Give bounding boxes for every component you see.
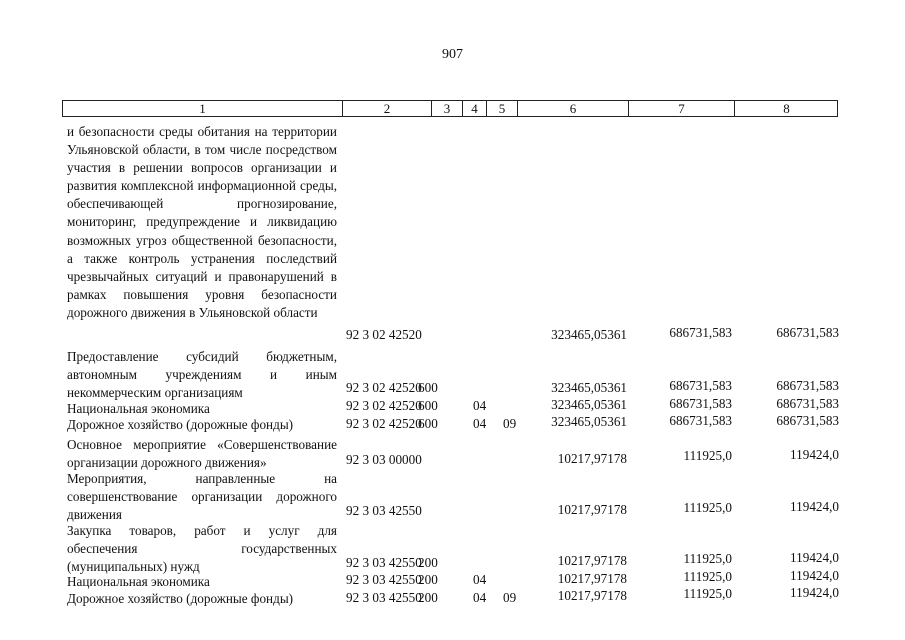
- row-description: Мероприятия, направленные на совершенствование организации дорожного движения: [67, 471, 337, 523]
- row-col-3: 600: [418, 398, 438, 413]
- row-value-7: 111925,0: [683, 586, 732, 601]
- row-value-8: 119424,0: [790, 447, 839, 462]
- row-value-6: 323465,05361: [551, 397, 627, 412]
- row-value-8: 119424,0: [790, 550, 839, 565]
- row-col-4: 04: [473, 416, 487, 431]
- header-col-4: 4: [462, 100, 486, 117]
- page-number: 907: [442, 47, 463, 62]
- row-description: и безопасности среды обитания на территории Ульяновской области, в том числе посредством участия в решении вопросов организации и развития комплексной информационной среды, обеспечивающей прогнозирование, мониторинг, предупреждение и ликвидацию возможных угроз общественной безопасности, а также контроль устранения последствий чрезвычайных ситуаций и правонарушений в рамках повышения уровня безопасности дорожного движения в Ульяновской области: [67, 124, 337, 320]
- row-value-7: 111925,0: [683, 551, 732, 566]
- row-value-7: 686731,583: [669, 413, 732, 428]
- row-value-6: 10217,97178: [557, 451, 627, 466]
- header-col-7: 7: [628, 100, 734, 117]
- row-col-5: 09: [503, 590, 517, 605]
- row-col-3: 600: [418, 416, 438, 431]
- row-value-6: 10217,97178: [557, 571, 627, 586]
- row-code: 92 3 03 42550: [346, 555, 422, 570]
- row-description: Дорожное хозяйство (дорожные фонды): [67, 591, 294, 606]
- row-col-5: 09: [503, 416, 517, 431]
- row-code: 92 3 02 42520: [346, 398, 422, 413]
- row-value-6: 323465,05361: [551, 327, 627, 342]
- row-code: 92 3 02 42520: [346, 380, 422, 395]
- row-value-8: 686731,583: [776, 396, 839, 411]
- row-code: 92 3 03 42550: [346, 572, 422, 587]
- row-description: Дорожное хозяйство (дорожные фонды): [67, 417, 294, 432]
- header-col-8: 8: [734, 100, 838, 117]
- row-col-3: 600: [418, 380, 438, 395]
- header-col-6: 6: [517, 100, 628, 117]
- row-value-8: 686731,583: [776, 413, 839, 428]
- row-value-6: 10217,97178: [557, 502, 627, 517]
- row-col-3: 200: [418, 572, 438, 587]
- row-value-8: 686731,583: [776, 325, 839, 340]
- row-value-7: 111925,0: [683, 500, 732, 515]
- header-col-1: 1: [199, 101, 206, 116]
- header-col-2: 2: [342, 100, 431, 117]
- row-code: 92 3 03 00000: [346, 452, 422, 467]
- row-col-4: 04: [473, 590, 487, 605]
- row-description: Национальная экономика: [67, 401, 210, 416]
- header-col-3: 3: [431, 100, 462, 117]
- row-value-7: 686731,583: [669, 325, 732, 340]
- header-col-5: 5: [486, 100, 517, 117]
- row-col-4: 04: [473, 572, 487, 587]
- row-value-7: 686731,583: [669, 396, 732, 411]
- row-value-8: 119424,0: [790, 568, 839, 583]
- row-value-6: 10217,97178: [557, 588, 627, 603]
- row-col-3: 200: [418, 590, 438, 605]
- row-col-3: 200: [418, 555, 438, 570]
- row-value-8: 119424,0: [790, 499, 839, 514]
- row-value-6: 323465,05361: [551, 414, 627, 429]
- row-description: Основное мероприятие «Совершенствование организации дорожного движения»: [67, 437, 337, 471]
- row-value-6: 323465,05361: [551, 380, 627, 395]
- row-code: 92 3 03 42550: [346, 590, 422, 605]
- row-value-7: 111925,0: [683, 569, 732, 584]
- row-description: Закупка товаров, работ и услуг для обеспечения государственных (муниципальных) нужд: [67, 523, 337, 575]
- row-code: 92 3 02 42520: [346, 327, 422, 342]
- row-col-4: 04: [473, 398, 487, 413]
- row-value-8: 119424,0: [790, 585, 839, 600]
- row-value-7: 686731,583: [669, 378, 732, 393]
- row-description: Национальная экономика: [67, 574, 210, 589]
- row-value-8: 686731,583: [776, 378, 839, 393]
- row-code: 92 3 03 42550: [346, 503, 422, 518]
- row-description: Предоставление субсидий бюджетным, автономным учреждениям и иным некоммерческим организациям: [67, 349, 337, 401]
- row-code: 92 3 02 42520: [346, 416, 422, 431]
- row-value-6: 10217,97178: [557, 553, 627, 568]
- row-value-7: 111925,0: [683, 448, 732, 463]
